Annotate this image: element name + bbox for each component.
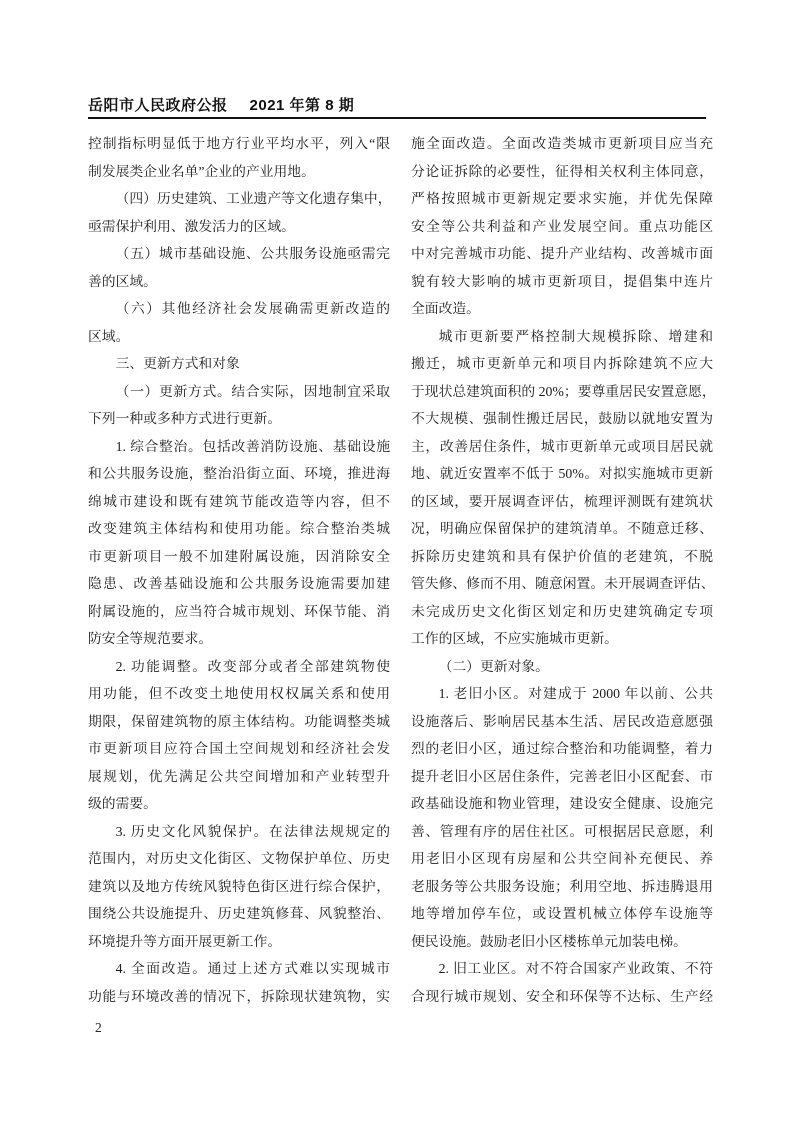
text-line: 市更新项目一般不加建附属设施，因消除安全 [88, 548, 390, 564]
text-line: 隐患、改善基础设施和公共服务设施需要加建 [88, 576, 390, 591]
text-line: 1. 老旧小区。对建成于 2000 年以前、公共 [438, 686, 713, 701]
text-line: 地等增加停车位，或设置机械立体停车设施等 [411, 906, 713, 921]
text-line: 改变建筑主体结构和使用功能。综合整治类城 [88, 521, 390, 536]
text-line: 防安全等规范要求。 [88, 631, 213, 646]
text-line: （六）其他经济社会发展确需更新改造的 [115, 301, 390, 316]
text-line: （一）更新方式。结合实际，因地制宜采取 [115, 383, 390, 399]
text-line: 期限，保留建筑物的原主体结构。功能调整类城 [88, 713, 390, 729]
text-line: 主，改善居住条件，城市更新单元或项目居民就 [411, 438, 713, 454]
gazette-title: 岳阳市人民政府公报 [88, 97, 228, 114]
text-line: 管失修、修而不用、随意闲置。未开展调查评估、 [411, 576, 715, 591]
text-line: 善、管理有序的居住社区。可根据居民意愿，利 [411, 823, 713, 839]
text-line: （五）城市基础设施、公共服务设施亟需完 [115, 246, 390, 261]
text-line: 附属设施的，应当符合城市规划、环保节能、消 [88, 603, 390, 619]
text-line: 工作的区域，不应实施城市更新。 [411, 631, 618, 646]
text-line: 施全面改造。全面改造类城市更新项目应当充 [411, 136, 713, 151]
text-line: 老服务等公共服务设施；利用空地、拆违腾退用 [411, 878, 713, 894]
text-line: 市更新项目应符合国土空间规划和经济社会发 [88, 741, 390, 756]
text-line: 分论证拆除的必要性，征得相关权利主体同意， [411, 163, 713, 179]
text-line: 展规划，优先满足公共空间增加和产业转型升 [88, 768, 390, 784]
text-line: 全面改造。 [411, 301, 480, 316]
text-line: 三、更新方式和对象 [115, 356, 240, 371]
text-line: 况，明确应保留保护的建筑清单。不随意迁移、 [411, 521, 713, 536]
text-line: 1. 综合整治。包括改善消防设施、基础设施 [115, 438, 390, 454]
text-line: 下列一种或多种方式进行更新。 [88, 411, 282, 426]
text-line: （四）历史建筑、工业遗产等文化遗存集中， [115, 191, 392, 206]
text-line: 政基础设施和物业管理，建设安全健康、设施完 [411, 796, 713, 811]
text-line: 便民设施。鼓励老旧小区楼栋单元加装电梯。 [411, 933, 687, 949]
text-line: 制发展类企业名单”企业的产业用地。 [88, 163, 315, 179]
text-line: 控制指标明显低于地方行业平均水平，列入“限 [88, 136, 390, 151]
text-line: 绵城市建设和既有建筑节能改造等内容，但不 [88, 493, 390, 509]
text-line: 范围内，对历史文化街区、文物保护单位、历史 [88, 851, 390, 866]
text-columns [88, 130, 716, 1010]
text-line: 级的需要。 [88, 796, 157, 811]
text-line: 区域。 [88, 328, 130, 344]
text-line: 拆除历史建筑和具有保护价值的老建筑，不脱 [411, 548, 713, 564]
text-line: 和公共服务设施，整治沿街立面、环境，推进海 [88, 466, 390, 481]
text-line: 建筑以及地方传统风貌特色街区进行综合保护， [88, 878, 390, 894]
text-line: 不大规模、强制性搬迁居民，鼓励以就地安置为 [411, 411, 713, 426]
text-line: （二）更新对象。 [438, 658, 549, 674]
text-line: 环境提升等方面开展更新工作。 [88, 933, 282, 949]
text-line: 安全等公共利益和产业发展空间。重点功能区 [411, 218, 713, 234]
text-line: 提升老旧小区居住条件，完善老旧小区配套、市 [411, 768, 713, 784]
text-line: 2. 功能调整。改变部分或者全部建筑物使 [115, 658, 390, 674]
text-line: 的区域，要开展调查评估，梳理评测既有建筑状 [411, 493, 713, 509]
text-line: 貌有较大影响的城市更新项目，提倡集中连片 [411, 273, 713, 289]
text-line: 善的区域。 [88, 273, 157, 289]
text-line: 烈的老旧小区，通过综合整治和功能调整，着力 [411, 741, 713, 756]
text-line: 2. 旧工业区。对不符合国家产业政策、不符 [438, 961, 713, 976]
text-line: 合现行城市规划、安全和环保等不达标、生产经 [411, 988, 713, 1004]
text-line: 于现状总建筑面积的 20%；要尊重居民安置意愿， [411, 383, 716, 399]
text-line: 搬迁，城市更新单元和项目内拆除建筑不应大 [411, 356, 713, 371]
text-line: 中对完善城市功能、提升产业结构、改善城市面 [411, 246, 713, 261]
text-line: 城市更新要严格控制大规模拆除、增建和 [438, 328, 713, 344]
text-line: 严格按照城市更新规定要求实施，并优先保障 [411, 191, 713, 206]
text-line: 4. 全面改造。通过上述方式难以实现城市 [115, 961, 390, 976]
text-line: 功能与环境改善的情况下，拆除现状建筑物，实 [88, 988, 390, 1004]
text-line: 设施落后、影响居民基本生活、居民改造意愿强 [411, 713, 713, 729]
page-number: 2 [95, 1020, 102, 1035]
text-line: 用功能，但不改变土地使用权权属关系和使用 [88, 686, 390, 701]
text-line: 地、就近安置率不低于 50%。对拟实施城市更新 [411, 466, 713, 481]
text-line: 亟需保护利用、激发活力的区域。 [88, 218, 295, 234]
text-line: 未完成历史文化街区划定和历史建筑确定专项 [411, 603, 713, 619]
header-rule [88, 117, 706, 119]
text-line: 3. 历史文化风貌保护。在法律法规规定的 [115, 823, 390, 839]
gazette-issue: 2021 年第 8 期 [249, 97, 355, 114]
text-line: 用老旧小区现有房屋和公共空间补充便民、养 [411, 851, 713, 866]
left-column [88, 130, 390, 1010]
right-column [411, 130, 716, 1010]
page-header [88, 94, 705, 115]
text-line: 围绕公共设施提升、历史建筑修葺、风貌整治、 [88, 906, 390, 921]
